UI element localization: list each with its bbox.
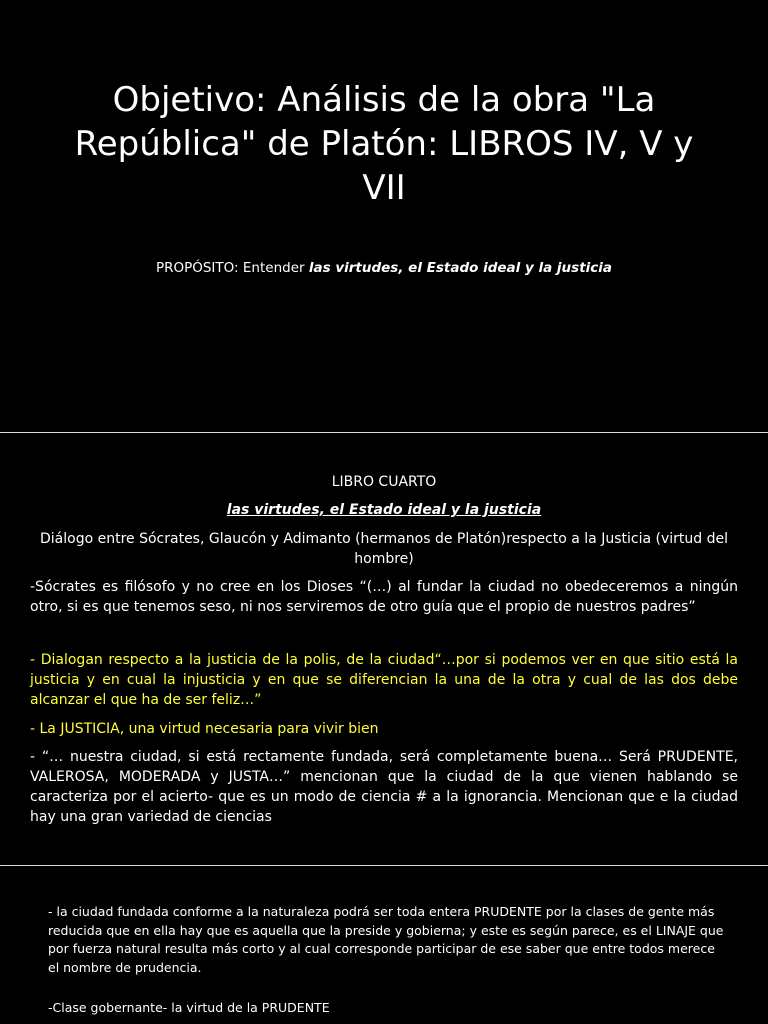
paragraph-justicia-virtud: - La JUSTICIA, una virtud necesaria para vivir bien bbox=[30, 721, 379, 737]
slide-divider bbox=[0, 865, 768, 866]
slide-title-heading: Objetivo: Análisis de la obra "La República" de Platón: LIBROS IV, V y VII bbox=[74, 80, 694, 208]
paragraph-ciudad: - “… nuestra ciudad, si está rectamente fundada, será completamente buena… Será PRUDENTE, VALEROSA, MODERADA y JUSTA…” mencionan que la ciudad de la que vienen hablando se caracteriza por el acierto- que es un modo de ciencia # a la ignorancia. Mencionan que e la ciudad hay una gran variedad de ciencias bbox=[30, 749, 738, 825]
purpose-line bbox=[40, 260, 728, 276]
slide-title bbox=[0, 0, 768, 432]
paragraph-ciudad-prudente: - la ciudad fundada conforme a la naturaleza podrá ser toda entera PRUDENTE por la clases de gente más reducida que en ella hay que es aquella que la preside y gobierna; y este es según parece, es el LINAJE que por fuerza natural resulta más corto y al cual corresponde participar de ese saber que entre todos merece el nombre de prudencia. bbox=[48, 904, 724, 975]
slide-prudencia bbox=[0, 867, 768, 1024]
paragraph-clase-gobernante: -Clase gobernante- la virtud de la PRUDENTE bbox=[48, 1000, 330, 1015]
libro-heading: LIBRO CUARTO bbox=[331, 474, 437, 490]
slide-libro-cuarto bbox=[0, 434, 768, 865]
paragraph-socrates: -Sócrates es filósofo y no cree en los Dioses “(…) al fundar la ciudad no obedeceremos a ningún otro, si es que tenemos seso, ni nos serviremos de otro guía que el propio de nuestros padres” bbox=[30, 579, 738, 615]
dialogue-description: Diálogo entre Sócrates, Glaucón y Adimanto (hermanos de Platón)respecto a la Justicia (virtud del hombre) bbox=[40, 531, 728, 567]
libro-subheading-text: las virtudes, el Estado ideal y la justicia bbox=[226, 502, 542, 518]
paragraph-justicia-polis: - Dialogan respecto a la justicia de la polis, de la ciudad“…por si podemos ver en que sitio está la justicia y en cual la injusticia y en que se diferencian la una de la otra y cual de las dos debe alcanzar el que ha de ser feliz…” bbox=[30, 652, 738, 708]
libro-subheading bbox=[30, 500, 738, 520]
slide-divider bbox=[0, 432, 768, 433]
purpose-label: PROPÓSITO: Entender bbox=[155, 260, 309, 276]
purpose-emphasis: las virtudes, el Estado ideal y la justicia bbox=[308, 260, 613, 276]
